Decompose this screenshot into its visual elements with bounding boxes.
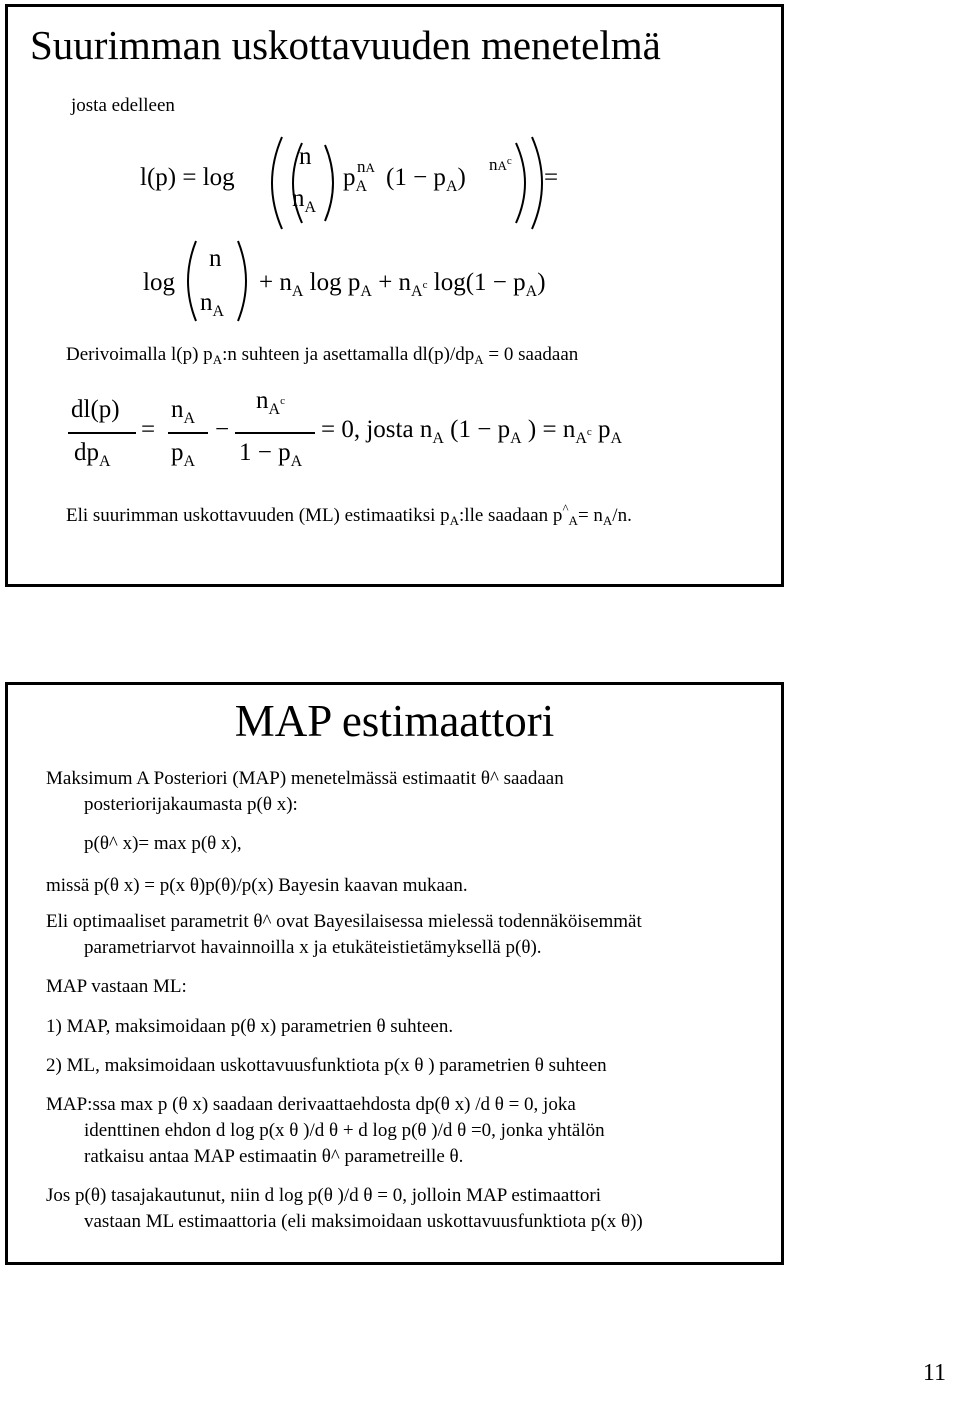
eq2-terms: + $n_A$ $\log p_A + n_Ac$ $\log(1 - p_A)$ [259, 269, 546, 300]
slide-title: MAP estimaattori [234, 696, 555, 746]
eq1-binom-right-paren [321, 143, 341, 223]
eq3-rest: = 0, josta $n_A$ ($1 - p_A$ ) = $n_Ac$ $p_A$ [321, 416, 623, 447]
eq1-binom-bot: $n_A$ [292, 185, 317, 216]
eq3-f1-den: $dp_A$ [74, 439, 111, 470]
list-item-ml: 2) ML, maksimoidaan uskottavuusfunktiota p(x θ ) parametrien θ suhteen [46, 1055, 607, 1076]
uniform-prior-line-1: Jos p(θ) tasajakautunut, niin d log p(θ )/d θ = 0, jolloin MAP estimaattori [46, 1185, 602, 1206]
map-derivative-line-3: ratkaisu antaa MAP estimaatin θ^ parametreille θ. [84, 1146, 464, 1167]
eq1-p-term: $p_A$ [343, 164, 368, 195]
eq3-f3-bar [235, 432, 315, 434]
ml-conclusion-text: Eli suurimman uskottavuuden (ML) estimaatiksi $p_A:lle$ saadaan $p^{\^{}}_A= n_A/n$. [66, 501, 632, 528]
bayes-line: missä p(θ x) = p(x θ)p(θ)/p(x) Bayesin kaavan mukaan. [46, 875, 468, 896]
map-derivative-line-2: identtinen ehdon d log p(x θ )/d θ + d log p(θ )/d θ =0, jonka yhtälön [84, 1120, 605, 1141]
eq3-f3-num: $n_Ac$ [256, 387, 285, 418]
eq1-lhs: l(p) = log [140, 164, 235, 191]
slide-ml-method [5, 4, 784, 587]
eq3-f1-num: dl(p) [71, 396, 120, 423]
eq3-f2-den: $p_A$ [171, 439, 196, 470]
eq2-log: log [143, 269, 175, 296]
eq3-equals: = [141, 416, 156, 443]
optimal-params-line-2: parametriarvot havainnoilla x ja etukäteistietämyksellä p(θ). [84, 937, 542, 958]
map-derivative-line-1: MAP:ssa max p (θ x) saadaan derivaattaehdosta dp(θ x) /d θ = 0, joka [46, 1094, 576, 1115]
eq1-p-exponent: nA [357, 157, 375, 176]
eq3-minus: − [215, 416, 230, 443]
eq1-exponent: $nA^c$ [489, 155, 512, 174]
intro-text: josta edelleen [71, 95, 175, 116]
eq2-binom-bot: $n_A$ [200, 289, 225, 320]
list-item-map: 1) MAP, maksimoidaan p(θ x) parametrien θ suhteen. [46, 1016, 454, 1037]
eq1-equals: = [544, 164, 559, 191]
page-number: 11 [922, 1360, 946, 1386]
eq3-f2-num: $n_A$ [171, 396, 196, 427]
eq1-binom-top: n [299, 143, 312, 170]
uniform-prior-line-2: vastaan ML estimaattoria (eli maksimoidaan uskottavuusfunktiota p(x θ)) [84, 1211, 643, 1232]
derivation-text: Derivoimalla l(p) $p_A:n$ suhteen ja asettamalla $dl(p)/dp_A = 0$ saadaan [66, 344, 579, 367]
optimal-params-line-1: Eli optimaaliset parametrit θ^ ovat Bayesilaisessa mielessä todennäköisemmät [46, 911, 642, 932]
eq3-f3-den: $1 - p_A$ [239, 439, 303, 470]
eq1-mid: $(1 - p_A)$ [386, 164, 466, 195]
eq3-f2-bar [168, 432, 208, 434]
map-text-line-1: Maksimum A Posteriori (MAP) menetelmässä estimaatit θ^ saadaan [46, 768, 564, 789]
slide-map-estimator [5, 682, 784, 1265]
map-formula: p(θ^ x)= max p(θ x), [84, 833, 242, 854]
eq2-binom-right-paren [234, 239, 254, 323]
map-vs-ml-heading: MAP vastaan ML: [46, 976, 187, 997]
eq2-binom-top: n [209, 245, 222, 272]
map-text-line-2: posteriorijakaumasta p(θ x): [84, 794, 298, 815]
eq3-f1-bar [68, 432, 136, 434]
eq2-binom-left-paren [180, 239, 200, 323]
slide-title: Suurimman uskottavuuden menetelmä [30, 22, 661, 68]
